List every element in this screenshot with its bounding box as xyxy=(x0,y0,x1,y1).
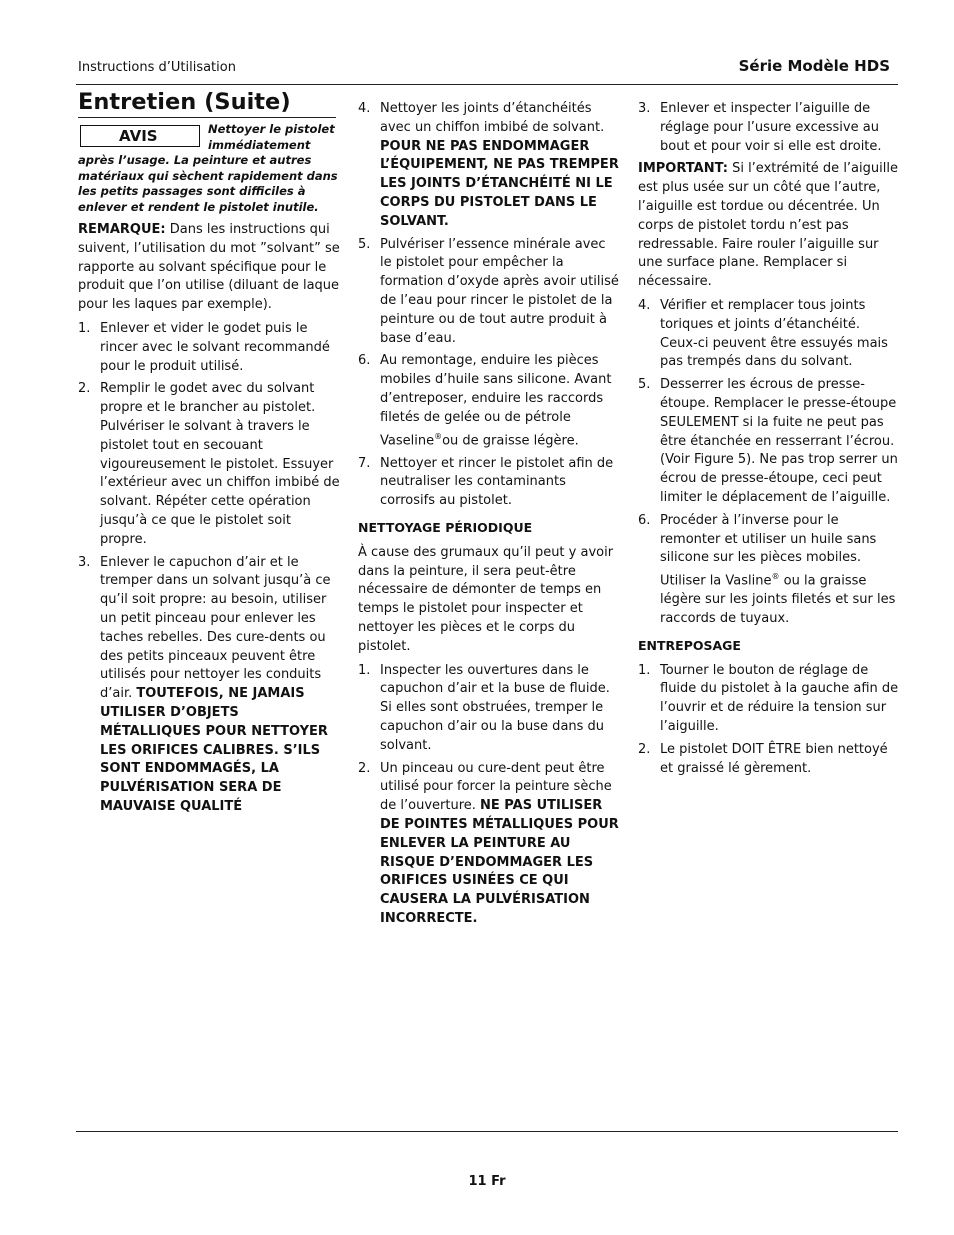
list-item xyxy=(358,662,620,756)
section-heading-periodic-cleaning: NETTOYAGE PÉRIODIQUE xyxy=(358,520,533,536)
important-label: IMPORTANT: xyxy=(638,161,728,177)
avis-label-box: AVIS xyxy=(80,125,200,147)
list-item-number: 4. xyxy=(638,297,651,313)
avis-text: Nettoyer le pistolet immédiatement après l’usage. La peinture et autres matériaux qui sèchent rapidement dans les petits passages sont difficiles à enlever et rendent le pistolet inutile. xyxy=(78,122,338,214)
list-item-number: 3. xyxy=(638,101,651,116)
list-item-number: 7. xyxy=(358,455,371,471)
list-item-text: Au remontage, enduire les pièces mobiles d’huile sans silicone. Avant d’entreposer, enduire les raccords filetés de gelée ou de pétrole Vaseline xyxy=(380,353,612,448)
list-item-number: 2. xyxy=(638,741,651,757)
list-item xyxy=(358,100,620,232)
storage-list xyxy=(638,662,900,779)
list-item-text: Nettoyer les joints d’étanchéités avec un chiffon imbibé de solvant. xyxy=(380,101,605,135)
list-item-text: Inspecter les ouvertures dans le capuchon d’air et la buse de fluide. Si elles sont obstruées, tremper le capuchon d’air ou la buse dans du solvant. xyxy=(380,662,610,753)
list-item-number: 4. xyxy=(358,101,371,116)
list-item xyxy=(358,455,620,511)
periodic-cleaning-intro: À cause des grumaux qu’il peut y avoir dans la peinture, il sera peut-être nécessaire de démonter de temps en temps le pistolet pour inspecter et nettoyer les pièces et le corps du pistolet. xyxy=(358,544,614,654)
list-item-text: Un pinceau ou cure-dent peut être utilisé pour forcer la peinture sèche de l’ouverture. xyxy=(380,760,612,814)
list-item xyxy=(358,760,620,929)
list-item xyxy=(358,352,620,450)
list-item xyxy=(78,380,340,549)
list-item xyxy=(638,741,900,779)
periodic-cleaning-list-cont xyxy=(638,100,900,156)
list-item-number: 1. xyxy=(358,662,371,678)
list-item xyxy=(358,236,620,349)
registered-mark: ® xyxy=(771,572,780,582)
list-item-text: Tourner le bouton de réglage de fluide du pistolet à la gauche afin de l’ouvrir et de réduire la tension sur l’aiguille. xyxy=(660,662,899,735)
header-doc-type: Instructions d’Utilisation xyxy=(78,60,236,75)
list-item-text: Pulvériser l’essence minérale avec le pistolet pour empêcher la formation d’oxyde après avoir utilisé de l’eau pour rincer le pistolet de la peinture ou de tout autre produit à base d’eau. xyxy=(380,236,619,346)
list-item-number: 2. xyxy=(78,381,91,397)
list-item-number: 2. xyxy=(358,760,371,776)
column-3 xyxy=(638,100,900,782)
list-item xyxy=(78,320,340,376)
list-item-number: 6. xyxy=(638,512,651,528)
list-item xyxy=(638,512,900,629)
important-text: Si l’extrémité de l’aiguille est plus usée sur un côté que l’autre, l’aiguille est tordue ou décentrée. Un corps de pistolet tordu n’est pas redressable. Faire rouler l’aiguille sur une surface plane. Remplacer si nécessaire. xyxy=(638,161,898,290)
page-title: Entretien (Suite) xyxy=(78,88,336,118)
list-item-text: Remplir le godet avec du solvant propre et le brancher au pistolet. Pulvériser le solvant à travers le pistolet tout en secouant vigoureusement le pistolet. Essuyer l’extérieur avec un chiffon imbibé de solvant. Répéter cette opération jusqu’à ce que le pistolet soit propre. xyxy=(100,381,340,547)
header-model-series: Série Modèle HDS xyxy=(738,57,890,75)
remarque-text: Dans les instructions qui suivent, l’utilisation du mot ”solvant” se rapporte au solvant spécifique pour le produit que l’on utilise (diluant de laque pour les laques par exemple). xyxy=(78,222,340,313)
header-rule xyxy=(76,84,898,85)
list-item-number: 1. xyxy=(638,662,651,678)
list-item xyxy=(638,662,900,737)
remarque-paragraph xyxy=(78,221,340,315)
section-heading-storage: ENTREPOSAGE xyxy=(638,637,741,653)
list-item-text: ou la graisse légère sur les joints filetés et sur les raccords de tuyaux. xyxy=(660,573,896,627)
list-item-warning: TOUTEFOIS, NE JAMAIS UTILISER D’OBJETS MÉTALLIQUES POUR NETTOYER LES ORIFICES CALIBRES. S’ILS SONT ENDOMMAGÉS, LA PULVÉRISATION SERA DE MAUVAISE QUALITÉ xyxy=(100,686,328,814)
page-number-footer xyxy=(0,1174,954,1189)
list-item xyxy=(638,297,900,372)
list-item-text: Procéder à l’inverse pour le remonter et utiliser un huile sans silicone sur les pièces mobiles. Utiliser la Vasline xyxy=(660,512,877,589)
list-item-warning: POUR NE PAS ENDOMMAGER L’ÉQUIPEMENT, NE PAS TREMPER LES JOINTS D’ÉTANCHÉITÉ NI LE CORPS DU PISTOLET DANS LE SOLVANT. xyxy=(380,138,619,229)
column-2 xyxy=(358,100,620,933)
list-item-text: Le pistolet DOIT ÊTRE bien nettoyé et graissé lé gèrement. xyxy=(660,741,888,776)
list-item-number: 6. xyxy=(358,353,371,369)
cleaning-steps-list-1 xyxy=(78,320,340,817)
footer-rule xyxy=(76,1131,898,1132)
list-item-text: ou de graisse légère. xyxy=(442,432,579,448)
remarque-label: REMARQUE: xyxy=(78,222,166,237)
list-item-text: Enlever et vider le godet puis le rincer avec le solvant recommandé pour le produit utilisé. xyxy=(100,320,330,374)
list-item-text: Desserrer les écrous de presse-étoupe. Remplacer le presse-étoupe SEULEMENT si la fuite ne peut pas être étanchée en resserrant l’écrou. (Voir Figure 5). Ne pas trop serrer un écrou de presse-étoupe, ceci peut limiter le déplacement de l’aiguille. xyxy=(660,377,898,505)
list-item-text: Enlever le capuchon d’air et le tremper dans un solvant jusqu’à ce qu’il soit propre: au besoin, utiliser un petit pinceau pour enlever les taches rebelles. Des cure-dents ou des petits pinceaux peuvent être utilisés pour nettoyer les conduits d’air. xyxy=(100,554,331,702)
page-number: 11 Fr xyxy=(468,1174,506,1189)
list-item-warning: NE PAS UTILISER DE POINTES MÉTALLIQUES POUR ENLEVER LA PEINTURE AU RISQUE D’ENDOMMAGER LES ORIFICES USINÉES CE QUI CAUSERA LA PULVÉRISATION INCORRECTE. xyxy=(380,798,619,926)
periodic-cleaning-list xyxy=(358,662,620,929)
list-item-number: 3. xyxy=(78,554,91,570)
column-1 xyxy=(78,122,340,821)
list-item xyxy=(78,554,340,817)
registered-mark: ® xyxy=(434,431,443,441)
list-item-text: Enlever et inspecter l’aiguille de réglage pour l’usure excessive au bout et pour voir si elle est droite. xyxy=(660,101,882,154)
list-item-number: 5. xyxy=(358,236,371,252)
important-paragraph xyxy=(638,160,900,292)
list-item xyxy=(638,376,900,508)
cleaning-steps-list-2 xyxy=(358,100,620,511)
list-item-number: 5. xyxy=(638,377,651,393)
periodic-cleaning-list-more xyxy=(638,297,900,629)
list-item xyxy=(638,100,900,156)
avis-notice xyxy=(78,122,340,215)
list-item-number: 1. xyxy=(78,320,91,336)
list-item-text: Vérifier et remplacer tous joints toriques et joints d’étanchéité. Ceux-ci peuvent être essuyés mais pas trempés dans du solvant. xyxy=(660,297,888,370)
list-item-text: Nettoyer et rincer le pistolet afin de neutraliser les contaminants corrosifs au pistolet. xyxy=(380,455,614,509)
